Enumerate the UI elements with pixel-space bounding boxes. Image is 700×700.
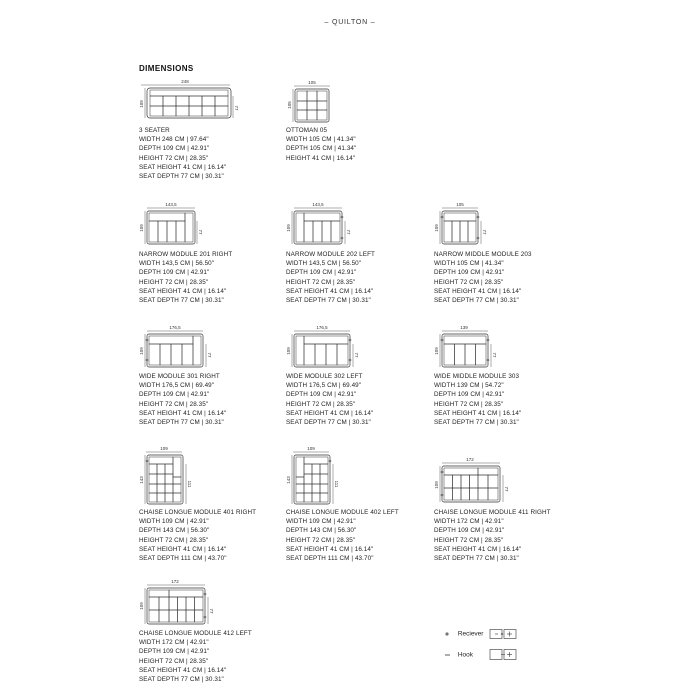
receiver-diagram-icon (489, 628, 519, 640)
dim-width: 109 (160, 446, 168, 451)
specs-302 (286, 372, 436, 427)
dim-seat: 77 (354, 352, 359, 358)
spec-seat-depth: SEAT DEPTH 77 CM | 30.31" (286, 297, 371, 305)
drawing-303 (434, 324, 584, 372)
spec-height: HEIGHT 72 CM | 28.35" (139, 536, 209, 544)
spec-depth: DEPTH 109 CM | 42.91" (434, 391, 505, 399)
dim-depth: 109 (434, 347, 439, 355)
dim-depth: 109 (139, 100, 144, 108)
dim-width: 143,5 (165, 202, 177, 207)
product-name: WIDE MIDDLE MODULE 303 (434, 373, 520, 380)
product-name: 3 SEATER (139, 127, 170, 134)
spec-depth: DEPTH 109 CM | 42.91" (286, 269, 357, 277)
dim-seat: 77 (209, 608, 214, 614)
drawing-302 (286, 324, 436, 372)
spec-width: WIDTH 109 CM | 42.91" (286, 518, 356, 526)
product-wide-302-left (286, 324, 436, 427)
specs-ottoman (286, 126, 436, 163)
spec-width: WIDTH 139 CM | 54.72" (434, 382, 504, 390)
specs-401 (139, 508, 289, 563)
product-name: CHAISE LONGUE MODULE 401 RIGHT (139, 509, 257, 516)
dim-depth: 109 (286, 224, 291, 232)
spec-height: HEIGHT 72 CM | 28.35" (139, 278, 209, 286)
spec-seat-depth: SEAT DEPTH 111 CM | 43.70" (286, 555, 374, 563)
dim-width: 176,5 (316, 325, 328, 330)
spec-seat-height: SEAT HEIGHT 41 CM | 16.14" (286, 409, 374, 417)
dim-width: 109 (307, 446, 315, 451)
dim-seat: 77 (504, 486, 509, 492)
dim-seat: 77 (198, 229, 203, 235)
sofa-plan-203 (434, 202, 584, 250)
spec-width: WIDTH 172 CM | 42.91" (434, 518, 504, 526)
spec-width: WIDTH 105 CM | 41.34" (434, 260, 504, 268)
spec-seat-depth: SEAT DEPTH 77 CM | 30.31" (434, 297, 519, 305)
spec-seat-height: SEAT HEIGHT 41 CM | 16.14" (139, 545, 227, 553)
product-name: NARROW MODULE 202 LEFT (286, 251, 375, 258)
specs-412 (139, 629, 289, 684)
section-title: DIMENSIONS (139, 64, 194, 73)
dim-depth: 109 (286, 347, 291, 355)
spec-depth: DEPTH 109 CM | 42.91" (139, 391, 210, 399)
product-name: WIDE MODULE 301 RIGHT (139, 373, 220, 380)
specs-202 (286, 250, 436, 305)
product-name: NARROW MIDDLE MODULE 203 (434, 251, 532, 258)
dim-width: 172 (171, 579, 179, 584)
product-narrow-202-left (286, 202, 436, 305)
specs-203 (434, 250, 584, 305)
sofa-plan-402 (286, 444, 436, 508)
spec-seat-depth: SEAT DEPTH 111 CM | 43.70" (139, 555, 227, 563)
spec-height: HEIGHT 72 CM | 28.35" (434, 536, 504, 544)
sofa-plan-411 (434, 455, 584, 508)
sofa-plan-303 (434, 324, 584, 372)
product-chaise-411-right (434, 455, 584, 563)
spec-seat-depth: SEAT DEPTH 77 CM | 30.31" (434, 555, 519, 563)
dim-width: 143,5 (312, 202, 324, 207)
spec-seat-depth: SEAT DEPTH 77 CM | 30.31" (434, 419, 519, 427)
spec-height: HEIGHT 72 CM | 28.35" (286, 400, 356, 408)
product-wide-301-right (139, 324, 289, 427)
dim-width: 248 (181, 79, 189, 84)
dim-seat: 111 (187, 480, 192, 488)
dim-depth: 109 (139, 347, 144, 355)
product-name: NARROW MODULE 201 RIGHT (139, 251, 233, 258)
dim-depth: 109 (139, 224, 144, 232)
dim-seat: 77 (207, 352, 212, 358)
spec-seat-height: SEAT HEIGHT 41 CM | 16.14" (434, 287, 522, 295)
product-3-seater (139, 78, 289, 181)
product-wide-303-middle (434, 324, 584, 427)
drawing-401 (139, 444, 289, 508)
dim-width: 139 (460, 325, 468, 330)
specs-301 (139, 372, 289, 427)
spec-seat-height: SEAT HEIGHT 41 CM | 16.14" (139, 409, 227, 417)
drawing-202 (286, 202, 436, 250)
specs-303 (434, 372, 584, 427)
spec-depth: DEPTH 143 CM | 56.30" (286, 527, 357, 535)
spec-width: WIDTH 176,5 CM | 69.49" (286, 382, 362, 390)
spec-seat-depth: SEAT DEPTH 77 CM | 30.31" (139, 419, 224, 427)
spec-seat-depth: SEAT DEPTH 77 CM | 30.31" (139, 297, 224, 305)
product-name: OTTOMAN 05 (286, 127, 328, 134)
dim-depth: 109 (434, 481, 439, 489)
dim-width: 176,5 (169, 325, 181, 330)
drawing-412 (139, 577, 289, 629)
specs-201 (139, 250, 289, 305)
spec-width: WIDTH 143,5 CM | 56.50" (139, 260, 215, 268)
spec-width: WIDTH 248 CM | 97.64" (139, 136, 209, 144)
product-name: WIDE MODULE 302 LEFT (286, 373, 363, 380)
product-narrow-201-right (139, 202, 289, 305)
spec-height: HEIGHT 72 CM | 28.35" (139, 154, 209, 162)
legend-hook (444, 648, 519, 662)
spec-depth: DEPTH 109 CM | 42.91" (139, 648, 210, 656)
dim-depth: 143 (286, 476, 291, 484)
spec-depth: DEPTH 109 CM | 42.91" (286, 391, 357, 399)
spec-seat-height: SEAT HEIGHT 41 CM | 16.14" (139, 666, 227, 674)
specs-402 (286, 508, 436, 563)
spec-width: WIDTH 109 CM | 42.91" (139, 518, 209, 526)
dim-seat: 77 (234, 105, 239, 111)
product-ottoman-05 (286, 78, 436, 163)
drawing-ottoman (286, 78, 436, 126)
product-name: CHAISE LONGUE MODULE 412 LEFT (139, 630, 252, 637)
sofa-plan-3-seater (139, 78, 289, 126)
specs-411 (434, 508, 584, 563)
dim-width: 105 (308, 80, 316, 85)
sofa-plan-401 (139, 444, 289, 508)
sofa-plan-201 (139, 202, 289, 250)
drawing-203 (434, 202, 584, 250)
product-chaise-401-right (139, 444, 289, 563)
brand-header: – QUILTON – (324, 19, 376, 26)
drawing-3-seater (139, 78, 289, 126)
spec-height: HEIGHT 72 CM | 28.35" (286, 278, 356, 286)
dim-seat: 77 (492, 352, 497, 358)
dim-seat: 111 (334, 480, 339, 488)
hook-diagram-icon (489, 648, 519, 662)
hook-icon (444, 650, 456, 660)
sofa-plan-301 (139, 324, 289, 372)
dim-depth: 109 (434, 224, 439, 232)
spec-depth: DEPTH 109 CM | 42.91" (139, 269, 210, 277)
spec-seat-height: SEAT HEIGHT 41 CM | 16.14" (434, 409, 522, 417)
spec-height: HEIGHT 72 CM | 28.35" (286, 536, 356, 544)
product-chaise-402-left (286, 444, 436, 563)
spec-width: WIDTH 143,5 CM | 56.50" (286, 260, 362, 268)
dim-width: 105 (456, 202, 464, 207)
dim-width: 172 (466, 457, 474, 462)
dim-seat: 77 (346, 229, 351, 235)
legend-receiver (444, 628, 519, 640)
dim-depth: 109 (139, 602, 144, 610)
receiver-icon (444, 629, 456, 639)
sofa-plan-412 (139, 577, 289, 629)
spec-seat-depth: SEAT DEPTH 77 CM | 30.31" (286, 419, 371, 427)
spec-seat-height: SEAT HEIGHT 41 CM | 16.14" (139, 163, 227, 171)
spec-height: HEIGHT 72 CM | 28.35" (434, 278, 504, 286)
sofa-plan-302 (286, 324, 436, 372)
spec-seat-height: SEAT HEIGHT 41 CM | 16.14" (434, 545, 522, 553)
dim-depth: 143 (139, 476, 144, 484)
drawing-411 (434, 455, 584, 508)
spec-height: HEIGHT 72 CM | 28.35" (139, 657, 209, 665)
spec-depth: DEPTH 109 CM | 42.91" (434, 269, 505, 277)
drawing-201 (139, 202, 289, 250)
sofa-plan-ottoman (286, 78, 436, 126)
dim-depth: 105 (287, 101, 292, 109)
spec-height: HEIGHT 41 CM | 16.14" (286, 154, 356, 162)
spec-seat-depth: SEAT DEPTH 77 CM | 30.31" (139, 173, 224, 181)
spec-seat-height: SEAT HEIGHT 41 CM | 16.14" (139, 287, 227, 295)
product-name: CHAISE LONGUE MODULE 402 LEFT (286, 509, 399, 516)
spec-seat-depth: SEAT DEPTH 77 CM | 30.31" (139, 676, 224, 684)
spec-depth: DEPTH 143 CM | 56.30" (139, 527, 210, 535)
drawing-402 (286, 444, 436, 508)
spec-width: WIDTH 172 CM | 42.91" (139, 639, 209, 647)
product-chaise-412-left (139, 577, 289, 684)
spec-width: WIDTH 176,5 CM | 69.49" (139, 382, 215, 390)
legend-receiver-label: Reciever (457, 630, 484, 638)
dim-seat: 77 (482, 229, 487, 235)
legend-hook-label: Hook (457, 651, 473, 659)
spec-height: HEIGHT 72 CM | 28.35" (139, 400, 209, 408)
spec-height: HEIGHT 72 CM | 28.35" (434, 400, 504, 408)
spec-seat-height: SEAT HEIGHT 41 CM | 16.14" (286, 545, 374, 553)
spec-depth: DEPTH 105 CM | 41.34" (286, 145, 357, 153)
spec-depth: DEPTH 109 CM | 42.91" (139, 145, 210, 153)
spec-width: WIDTH 105 CM | 41.34" (286, 136, 356, 144)
product-narrow-203-middle (434, 202, 584, 305)
spec-depth: DEPTH 109 CM | 42.91" (434, 527, 505, 535)
product-name: CHAISE LONGUE MODULE 411 RIGHT (434, 509, 551, 516)
drawing-301 (139, 324, 289, 372)
specs-3-seater (139, 126, 289, 181)
spec-seat-height: SEAT HEIGHT 41 CM | 16.14" (286, 287, 374, 295)
sofa-plan-202 (286, 202, 436, 250)
